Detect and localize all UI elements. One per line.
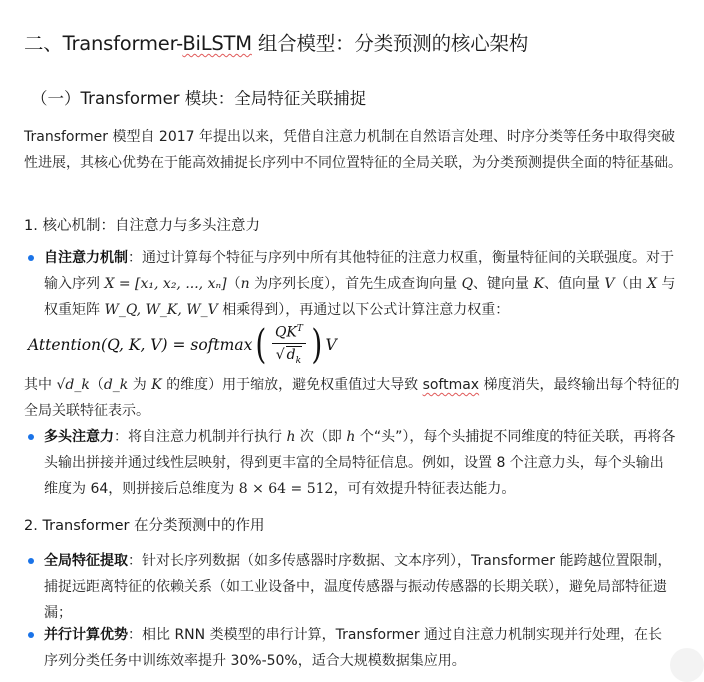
math-inline: X = [x₁, x₂, ..., xₙ] (104, 276, 227, 292)
formula-rhs: V (325, 336, 337, 354)
sub-heading: （一）Transformer 模块：全局特征关联捕捉 (31, 89, 367, 108)
formula-note: 其中 √d_k（d_k 为 K 的维度）用于缩放，避免权重值过大导致 softmax 梯度消失，最终输出每个特征的全局关联特征表示。 (24, 377, 680, 419)
bullet-dot (28, 434, 34, 440)
spellcheck-flagged-word: BiLSTM (182, 32, 252, 55)
bullet-dot (28, 558, 34, 564)
main-heading: 二、Transformer-BiLSTM 组合模型：分类预测的核心架构 (24, 32, 529, 55)
bullet-parallel: 并行计算优势：相比 RNN 类模型的串行计算，Transformer 通过自注意力机制实现并行处理，在长序列分类任务中训练效率提升 30%-50%，适合大规模数据集应用。 (24, 622, 676, 674)
bullet-label: 并行计算优势 (44, 627, 128, 643)
right-paren: ) (311, 322, 323, 368)
attention-formula (28, 320, 337, 370)
bullet-global-features: 全局特征提取：针对长序列数据（如多传感器时序数据、文本序列），Transformer 能跨越位置限制，捕捉远距离特征的依赖关系（如工业设备中，温度传感器与振动传感器的长期关联），避免局部特征遗漏； (24, 548, 676, 626)
spellcheck-flagged-word: softmax (422, 377, 480, 393)
formula-lhs: Attention(Q, K, V) = softmax (28, 336, 253, 354)
section-1-title: 1. 核心机制：自注意力与多头注意力 (24, 218, 260, 234)
bullet-self-attention: 自注意力机制：通过计算每个特征与序列中所有其他特征的注意力权重，衡量特征间的关联强度。对于输入序列 X = [x₁, x₂, ..., xₙ]（n 为序列长度），首先生成查询向量 Q、键向量 K、值向量 V（由 X 与权重矩阵 W_Q, W_K, W_V 相乘得到），再通过以下公式计算注意力权重： (24, 245, 676, 323)
corner-watermark (670, 648, 704, 682)
bullet-dot (28, 632, 34, 638)
bullet-label: 全局特征提取 (44, 553, 128, 569)
bullet-multihead: 多头注意力：将自注意力机制并行执行 h 次（即 h 个“头”），每个头捕捉不同维度的特征关联，再将各头输出拼接并通过线性层映射，得到更丰富的全局特征信息。例如，设置 8 个注意力头，每个头输出维度为 64，则拼接后总维度为 8 × 64 = 512，可有效提升特征表达能力。 (24, 424, 676, 502)
formula-fraction: $\frac{QK^T}{√ d_k}$ (272, 324, 306, 365)
section-2-title: 2. Transformer 在分类预测中的作用 (24, 518, 265, 534)
intro-paragraph: Transformer 模型自 2017 年提出以来，凭借自注意力机制在自然语言处理、时序分类等任务中取得突破性进展，其核心优势在于能高效捕捉长序列中不同位置特征的全局关联，为分类预测提供全面的特征基础。 (24, 129, 682, 171)
bullet-label: 自注意力机制 (44, 250, 128, 266)
bullet-dot (28, 255, 34, 261)
left-paren: ( (255, 322, 267, 368)
bullet-label: 多头注意力 (44, 429, 114, 445)
